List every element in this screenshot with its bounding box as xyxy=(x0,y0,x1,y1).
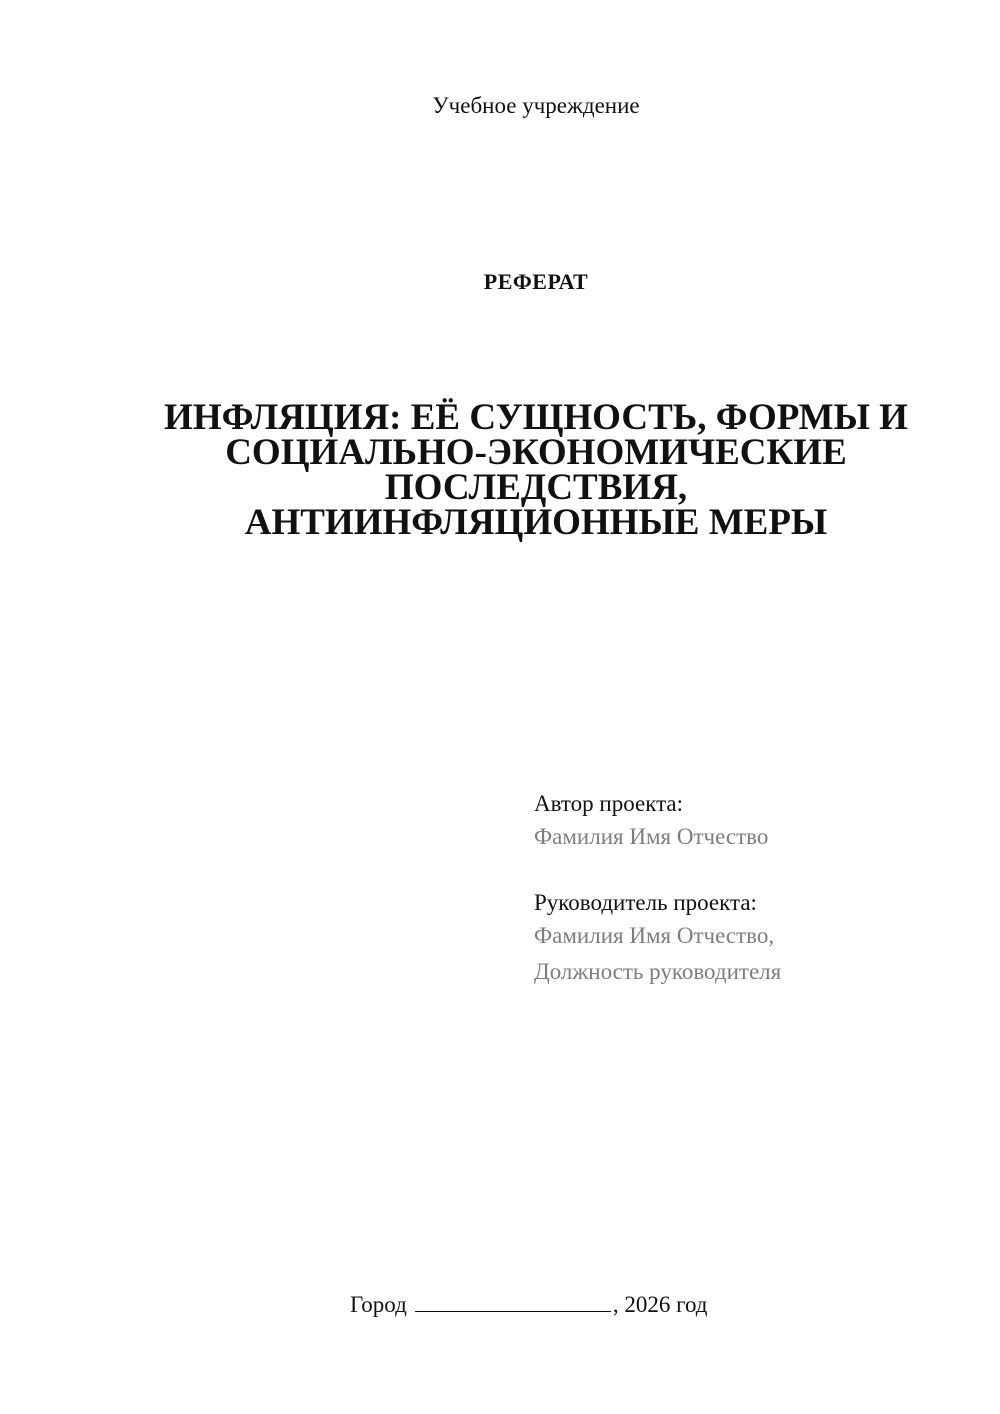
author-name: Фамилия Имя Отчество xyxy=(534,824,769,849)
year-text: , 2026 год xyxy=(612,1292,708,1317)
credits-block xyxy=(534,789,974,990)
footer-city-year xyxy=(350,1290,707,1320)
author-label: Автор проекта: xyxy=(534,791,683,816)
city-blank-line xyxy=(415,1293,611,1312)
document-type: РЕФЕРАТ xyxy=(483,269,589,294)
supervisor-label: Руководитель проекта: xyxy=(534,890,757,915)
city-label: Город xyxy=(350,1292,407,1317)
supervisor-name: Фамилия Имя Отчество, xyxy=(534,923,775,948)
supervisor-position: Должность руководителя xyxy=(534,959,782,984)
institution-name: Учебное учреждение xyxy=(432,93,640,118)
title-line: ПОСЛЕДСТВИЯ, xyxy=(384,467,688,508)
document-title xyxy=(130,397,942,543)
title-line: ИНФЛЯЦИЯ: ЕЁ СУЩНОСТЬ, ФОРМЫ И xyxy=(164,397,908,438)
spacer xyxy=(534,855,974,888)
title-line: СОЦИАЛЬНО-ЭКОНОМИЧЕСКИЕ xyxy=(225,432,847,473)
title-line: АНТИИНФЛЯЦИОННЫЕ МЕРЫ xyxy=(244,502,828,543)
